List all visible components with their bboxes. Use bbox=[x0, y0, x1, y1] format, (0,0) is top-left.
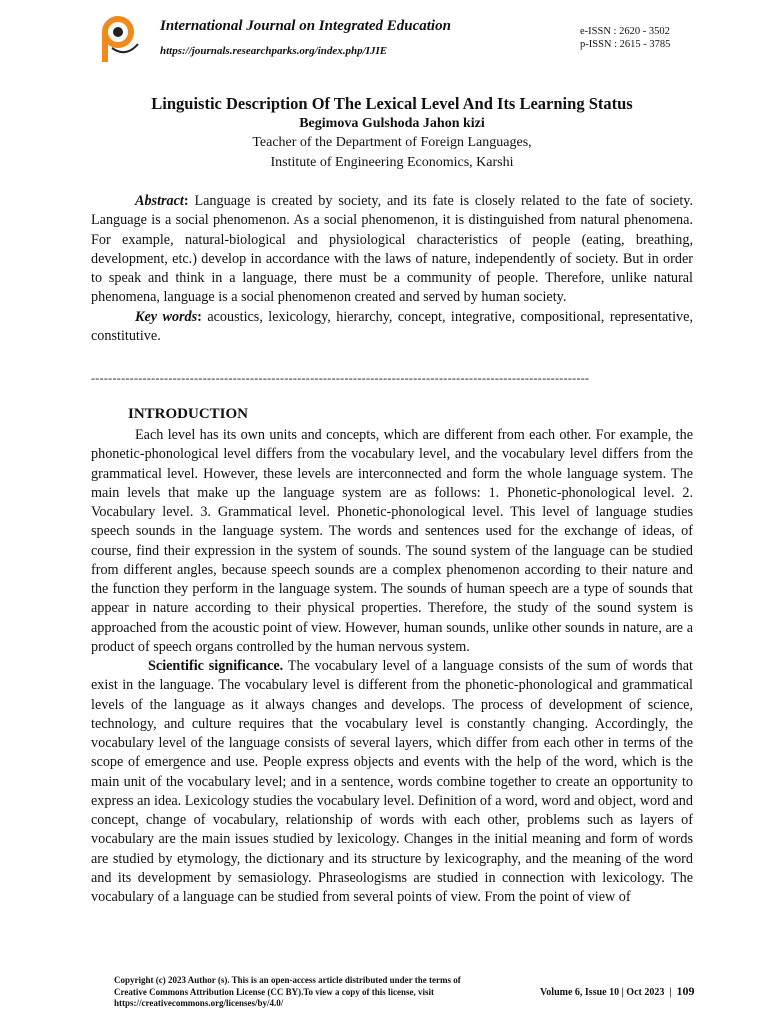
introduction-body bbox=[91, 426, 693, 907]
affiliation-line-1: Teacher of the Department of Foreign Languages, bbox=[252, 135, 532, 150]
introduction-paragraph-2 bbox=[91, 657, 693, 907]
introduction-paragraph-1: Each level has its own units and concepts, which are different from each other. For example, the phonetic-phonological level differs from the vocabulary level, and the vocabulary level differs from the grammatical level. However, these levels are interconnected and form the whole language system. The main levels that make up the language system are as follows: 1. Phonetic-phonological level. 2. Vocabulary level. 3. Grammatical level. Phonetic-phonological level. This level of language studies speech sounds in the language system. The words and sentences used for the exchange of ideas, of course, find their expression in the system of sounds. The sound system of the language can be studied from different angles, because speech sounds are a complex phenomenon according to their nature and the function they perform in the language system. The sounds of human speech are a type of sounds that appear in nature according to their physical properties. Therefore, the study of the sound system is approached from the acoustic point of view. However, human sounds, unlike other sounds in nature, are a product of speech organs controlled by the human nervous system. bbox=[91, 427, 693, 655]
issn-block bbox=[580, 25, 670, 51]
keywords-paragraph bbox=[91, 308, 693, 347]
journal-url-link[interactable]: https://journals.researchparks.org/index.php/IJIE bbox=[160, 45, 388, 57]
abstract-colon: : bbox=[183, 193, 189, 209]
pissn: p-ISSN : 2615 - 3785 bbox=[580, 39, 671, 50]
abstract-label: Abstract bbox=[135, 193, 184, 209]
paragraph-2-text: The vocabulary level of a language consists of the sum of words that exist in the language. The vocabulary level is different from the phonetic-phonological and grammatical levels of the language as it always changes and develops. The process of development of science, technology, and culture requires that the vocabulary level is constantly changing. Accordingly, the vocabulary level of the language consists of several layers, which differ from each other in terms of the scope of emergence and use. People express objects and events with the help of the word, which is the main unit of the vocabulary level; and in a sentence, words combine together to create an opportunity to express an idea. Lexicology studies the vocabulary level. Definition of a word, word and object, word and concept, change of vocabulary, relationship of words with each other, problems such as layers of vocabulary are the main issues studied by lexicology. Changes in the initial meaning and form of words are studied by etymology, the dictionary and its structure by lexicography, and the meaning of the word and its development by semasiology. Phraseologisms are studied in connection with lexicology. The vocabulary of a language can be studied from several points of view. From the point of view of bbox=[91, 658, 693, 905]
introduction-heading: INTRODUCTION bbox=[128, 406, 249, 422]
researchparks-logo-icon bbox=[96, 14, 142, 66]
footer-separator: | bbox=[669, 987, 672, 998]
keywords-colon: : bbox=[197, 308, 202, 325]
page-footer-info bbox=[540, 984, 695, 999]
paper-title-block bbox=[91, 94, 693, 173]
section-separator: -------------------------------------------------------------------------------------------------------------------- bbox=[91, 371, 590, 385]
scientific-significance-lead: Scientific significance. bbox=[148, 658, 284, 674]
abstract-paragraph bbox=[91, 192, 693, 308]
abstract-text: Language is created by society, and its fate is closely related to the fate of society. Language is a social phenomenon. As a social phenomenon, it is distinguished from natural phenomena. For example, natural-biological and physiological characteristics of people (eating, breathing, development, etc.) develop in accordance with the laws of nature, independently of society. But in order to speak and think in a language, there must be a community of people. Therefore, unlike natural phenomena, language is a social phenomenon created and served by human society. bbox=[91, 193, 693, 306]
eissn: e-ISSN : 2620 - 3502 bbox=[580, 26, 670, 37]
journal-title: International Journal on Integrated Education bbox=[160, 18, 451, 34]
copyright-notice: Copyright (c) 2023 Author (s). This is an open-access article distributed under the terms of Creative Commons Attribution License (CC BY).To view a copy of this license, visit https://creativecommons.org/licenses/by/4.0/ bbox=[114, 975, 461, 1008]
affiliation-line-2: Institute of Engineering Economics, Karshi bbox=[270, 155, 514, 170]
volume-issue: Volume 6, Issue 10 | Oct 2023 bbox=[540, 987, 665, 998]
keywords-text: acoustics, lexicology, hierarchy, concept, integrative, compositional, representative, constitutive. bbox=[91, 308, 693, 345]
author-name: Begimova Gulshoda Jahon kizi bbox=[299, 116, 485, 131]
keywords-label: Key words bbox=[135, 308, 198, 325]
page-number: 109 bbox=[676, 984, 695, 998]
journal-header bbox=[0, 0, 768, 80]
abstract-section bbox=[91, 192, 693, 346]
paper-title: Linguistic Description Of The Lexical Level And Its Learning Status bbox=[151, 94, 633, 113]
